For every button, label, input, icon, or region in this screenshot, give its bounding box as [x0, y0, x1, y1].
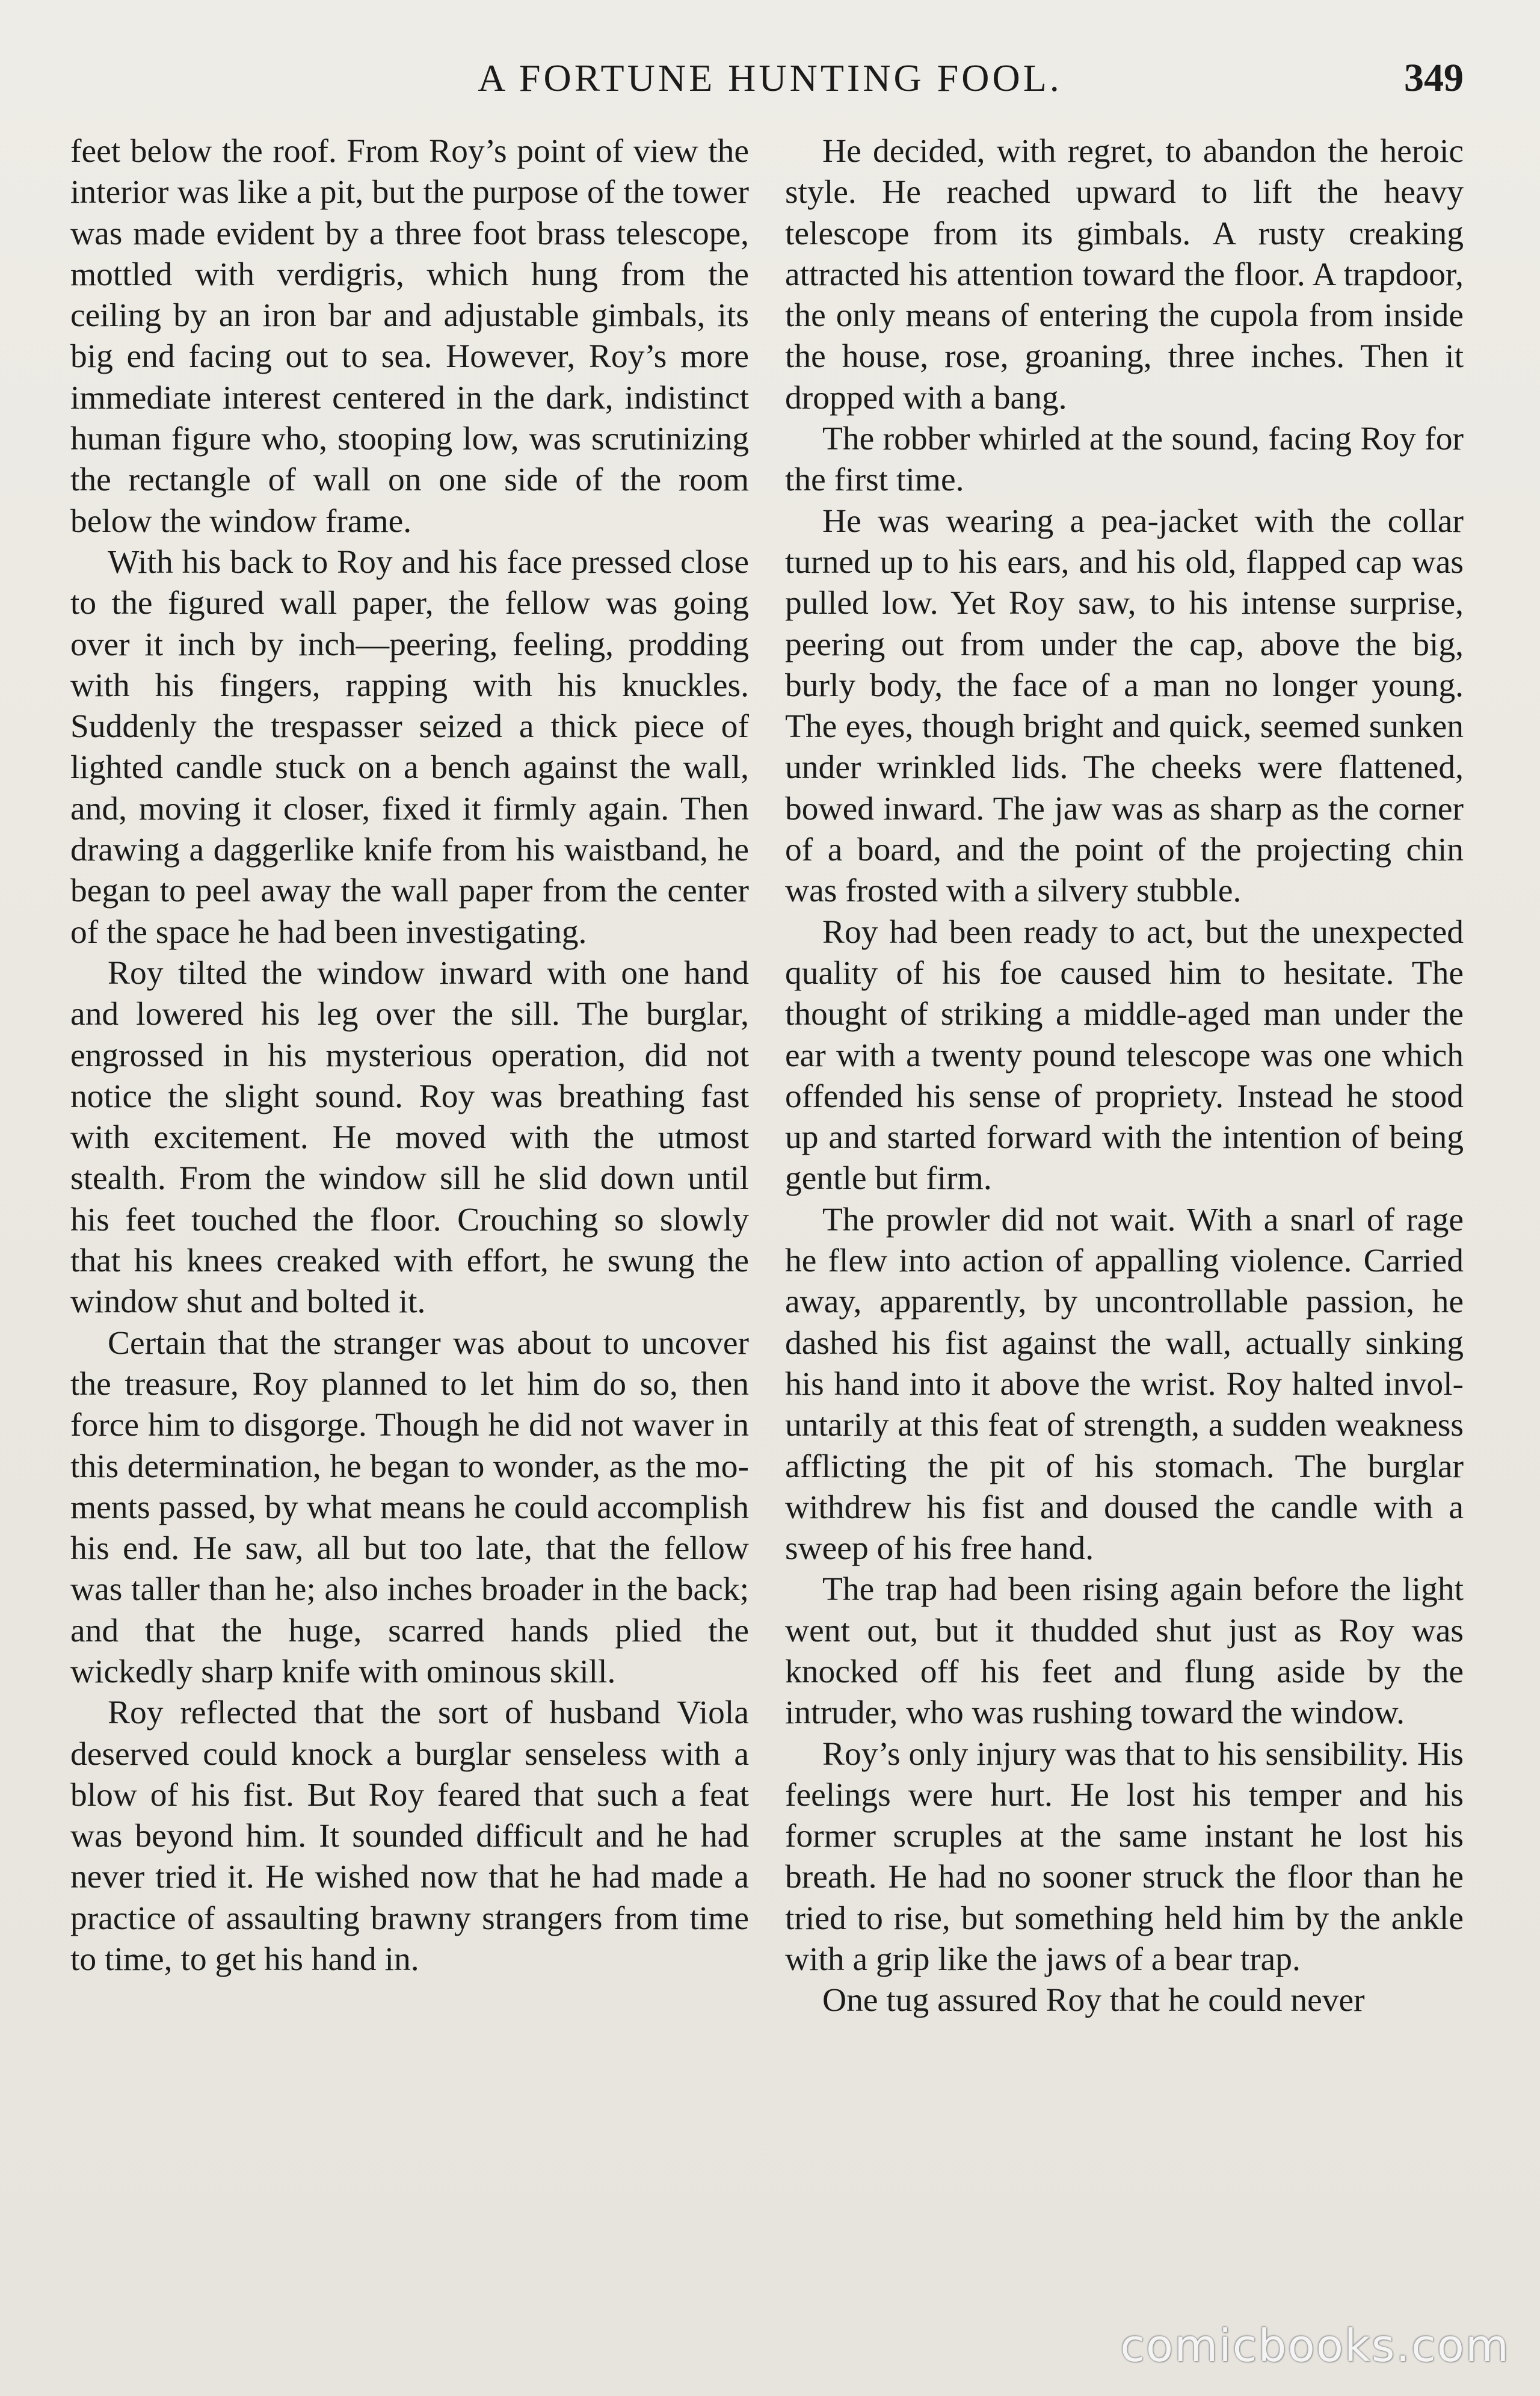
right-column	[785, 131, 1464, 2022]
paragraph: Roy tilted the window inward with one hand and lowered his leg over the sill. The burglar, engrossed in his mysterious operation, did not notice the slight sound. Roy was breathing fast with excitement. He moved with the utmost stealth. From the window sill he slid down until his feet touched the floor. Crouching so slowly that his knees creaked with effort, he swung the window shut and bolted it.	[70, 954, 749, 1321]
page-number: 349	[1404, 56, 1464, 100]
page-header	[0, 51, 1540, 105]
site-watermark: comicbooks.com	[1120, 2320, 1510, 2372]
paragraph: Certain that the stranger was about to uncover the treasure, Roy planned to let him do so, then force him to disgorge. Though he did not waver in this determination, he began to wonder, as the moments passed, by what means he could accomplish his end. He saw, all but too late, that the fellow was taller than he; also inches broader in the back; and that the huge, scarred hands plied the wickedly sharp knife with ominous skill.	[70, 1324, 749, 1690]
running-title: A FORTUNE HUNTING FOOL.	[478, 57, 1062, 99]
paragraph: feet below the roof. From Roy’s point of view the interior was like a pit, but the purpose of the tower was made evident by a three foot brass telescope, mottled with verdigris, which hung from the ceiling by an iron bar and adjustable gimbals, its big end facing out to sea. However, Roy’s more immediate interest centered in the dark, indistinct human figure who, stooping low, was scrutinizing the rectangle of wall on one side of the room below the window frame.	[70, 133, 749, 540]
paragraph: Roy’s only injury was that to his sensibility. His feelings were hurt. He lost his temper and his former scruples at the same instant he lost his breath. He had no sooner struck the floor than he tried to rise, but something held him by the ankle with a grip like the jaws of a bear trap.	[785, 1735, 1464, 1978]
paragraph: Roy reflected that the sort of husband Viola deserved could knock a burglar senseless with a blow of his fist. But Roy feared that such a feat was beyond him. It sounded difficult and he had never tried it. He wished now that he had made a practice of assaulting brawny strangers from time to time, to get his hand in.	[70, 1694, 749, 1978]
paragraph: One tug assured Roy that he could never	[822, 1982, 1365, 2019]
paragraph: The trap had been rising again before the light went out, but it thudded shut just as Roy was knocked off his feet and flung aside by the intruder, who was rushing toward the window.	[785, 1571, 1464, 1732]
paragraph: With his back to Roy and his face pressed close to the figured wall paper, the fellow was going over it inch by inch—peering, feeling, prodding with his fingers, rapping with his knuckles. Suddenly the trespasser seized a thick piece of lighted candle stuck on a bench against the wall, and, moving it closer, fixed it firmly again. Then drawing a daggerlike knife from his waistband, he began to peel away the wall paper from the center of the space he had been investigating.	[70, 543, 749, 951]
paragraph: He was wearing a pea-jacket with the collar turned up to his ears, and his old, flapped cap was pulled low. Yet Roy saw, to his intense surprise, peering out from under the cap, above the big, burly body, the face of a man no longer young. The eyes, though bright and quick, seemed sunken under wrinkled lids. The cheeks were flattened, bowed inward. The jaw was as sharp as the corner of a board, and the point of the projecting chin was frosted with a silvery stubble.	[785, 502, 1464, 910]
paragraph: He decided, with regret, to abandon the heroic style. He reached upward to lift the heavy telescope from its gimbals. A rusty creaking attracted his attention toward the floor. A trapdoor, the only means of entering the cupola from inside the house, rose, groaning, three inches. Then it dropped with a bang.	[785, 133, 1464, 416]
paragraph: The prowler did not wait. With a snarl of rage he flew into action of appalling violence. Carried away, apparently, by uncontrollable passion, he dashed his fist against the wall, actually sinking his hand into it above the wrist. Roy halted involuntarily at this feat of strength, a sudden weakness afflicting the pit of his stomach. The burglar withdrew his fist and doused the candle with a sweep of his free hand.	[785, 1201, 1464, 1567]
paragraph: Roy had been ready to act, but the unexpected quality of his foe caused him to hesitate. The thought of striking a middle-aged man under the ear with a twenty pound telescope was one which offended his sense of propriety. Instead he stood up and started forward with the intention of being gentle but firm.	[785, 913, 1464, 1197]
paragraph: The robber whirled at the sound, facing Roy for the first time.	[785, 421, 1464, 499]
left-column	[70, 131, 749, 1980]
